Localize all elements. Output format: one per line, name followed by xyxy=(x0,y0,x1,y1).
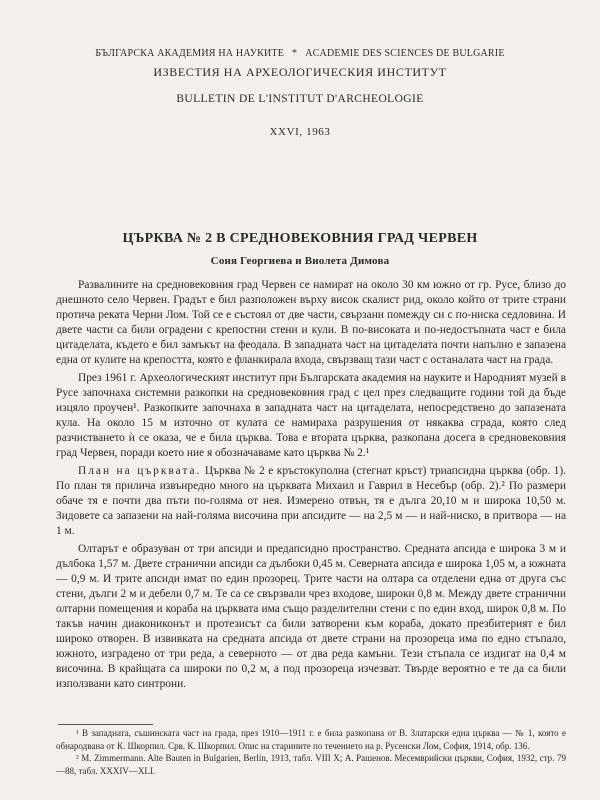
footnotes xyxy=(56,727,566,777)
section-caption: План на църквата. xyxy=(78,465,202,477)
body-paragraph: Развалините на средновековния град Червен се намират на около 30 км южно от гр. Русе, близо до днешното село Червен. Градът е бил разположен върху висок скалист рид, около който от трите страни протича реката Черни Лом. Той се е състоял от две части, свързани помежду си с по-ниска седловина. И двете части са били оградени с крепостни стени и кули. В по-високата и по-недостъпната част е била цитаделата, където е бил замъкът на феодала. В западната част на цитаделата почти напълно е запазена една от кулите на крепостта, която е фланкирала входа, свързващ тази част с останалата част на града. xyxy=(56,279,566,366)
journal-title-bg: ИЗВЕСТИЯ НА АРХЕОЛОГИЧЕСКИЯ ИНСТИТУТ xyxy=(153,65,447,79)
footnote: ¹ В западната, съшинската част на града, през 1910—1911 г. е била разкопана от В. Златарски една църква — № 1, която е обнародвана от К. Шкорпил. Срв. К. Шкорпил. Опис на старините по течението на р. Русенски Лом, София, 1914, обр. 136. xyxy=(56,728,566,751)
article-authors: Соня Георгиева и Виолета Димова xyxy=(210,255,390,267)
footnote-rule xyxy=(58,724,153,725)
body-paragraph: През 1961 г. Археологическият институт при Българската академия на науките и Народният музей в Русе започнаха системни разкопки на средновековния град с цел през следващите години той да бъде изцяло проучен¹. Разкопките започнаха в западната част на цитаделата, непосредствено до запазената кула. На около 15 м източно от кулата се намираха разрушения от някаква сграда, която след разчистването ѝ се оказа, че е била църква. Това е втората църква, разкопана досега в средновековния град Червен, поради което ние я обозначаваме като църква № 2.¹ xyxy=(56,372,566,459)
footnote: ² M. Zimmermann. Alte Bauten in Bulgarien, Berlin, 1913, табл. VIII X; А. Рашенов. Месемврийски църкви, София, 1932, стр. 79—88, табл. XXXIV—XLI. xyxy=(56,753,566,776)
academy-name-bg: БЪЛГАРСКА АКАДЕМИЯ НА НАУКИТЕ xyxy=(95,48,285,59)
plan-paragraph-text: Църква № 2 е кръстокуполна (стегнат кръст) триапсидна църква (обр. 1). По план тя прилича извънредно много на църквата Михаил и Гаврил в Несебър (обр. 2).² По размери обаче тя е почти два пъти по-голяма от нея. Измерено отвън, тя е дълга 20,10 м и широка 10,50 м. Зидовете са запазени на най-голяма височина при апсидите — на 2,5 м — и най-ниско, в притвора — на 1 м. xyxy=(56,465,566,537)
journal-title-fr: BULLETIN DE L'INSTITUT D'ARCHEOLOGIE xyxy=(176,93,424,105)
article-body xyxy=(56,278,566,695)
body-paragraph: Олтарът е образуван от три апсиди и предапсидно пространство. Средната апсида е широка 3 м и дълбока 1,57 м. Двете странични апсиди са дълбоки 0,45 м. Северната апсида е широка 1,05 м, а южната — 0,9 м. И трите апсиди имат по един прозорец. Трите части на олтара са отделени една от друга със стени, дълги 2 м и дебели 0,7 м. Те са се свързвали чрез входове, широки 0,8 м. Между двете странични олтарни помещения и кораба на църквата има също разделителни стени с по един вход, широк 0,8 м. По такъв начин диакониконът и протезисът са били затворени към кораба, докато презбитерият е бил широко отворен. В извивката на средната апсида от двете страни на прозореца има по едно стъпало, южното, изградено от три реда, а северното — от два реда камъни. Тези стъпала се издигат на 0,4 м височина. В крайщата са широки по 0,2 м, а под прозореца изчезват. Твърде вероятно е те да са били използвани като синтрони. xyxy=(56,543,566,690)
volume-year: XXVI, 1963 xyxy=(269,126,331,138)
plan-paragraph xyxy=(56,464,566,539)
header-separator: * xyxy=(292,48,298,59)
academy-header-line xyxy=(0,48,600,59)
academy-name-fr: ACADEMIE DES SCIENCES DE BULGARIE xyxy=(305,48,505,59)
article-title: ЦЪРКВА № 2 В СРЕДНОВЕКОВНИЯ ГРАД ЧЕРВЕН xyxy=(122,231,478,246)
